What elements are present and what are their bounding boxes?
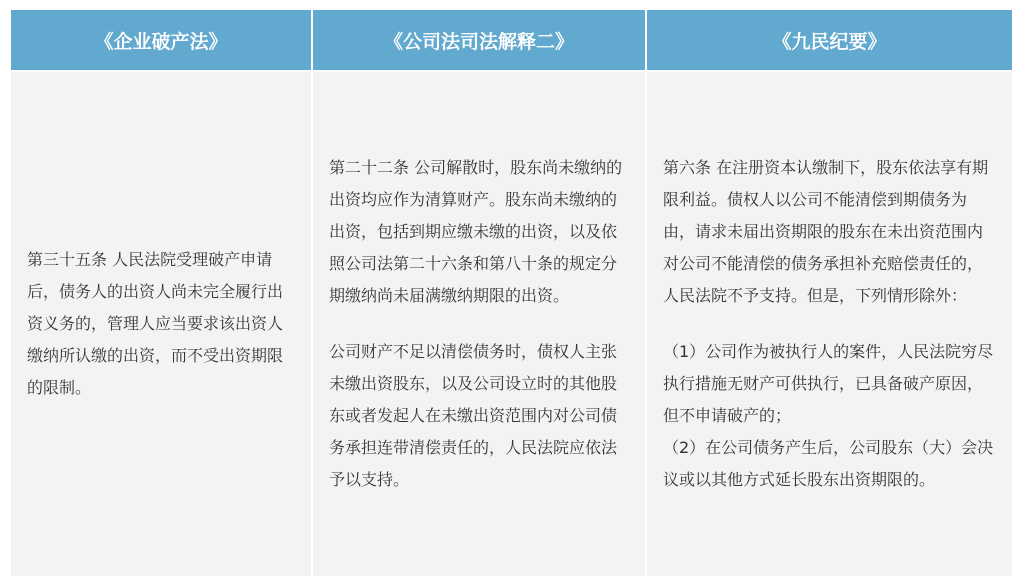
article-6-text: 第六条 在注册资本认缴制下，股东依法享有期限利益。债权人以公司不能清偿到期债务为由，请求未届出资期限的股东在未出资范围内对公司不能清偿的债务承担补充赔偿责任的，人民法院不予支持。但是，下列情形除外： xyxy=(663,158,989,305)
paragraph-gap xyxy=(663,312,998,336)
exception-1-text: （1）公司作为被执行人的案件，人民法院穷尽执行措施无财产可供执行，已具备破产原因，但不申请破产的； xyxy=(663,342,994,425)
cell-company-law-interpretation-2 xyxy=(313,72,645,576)
header-bankruptcy-law: 《企业破产法》 xyxy=(11,10,311,70)
header-nine-minutes: 《九民纪要》 xyxy=(647,10,1012,70)
article-35-text: 第三十五条 人民法院受理破产申请后，债务人的出资人尚未完全履行出资义务的，管理人应当要求该出资人缴纳所认缴的出资，而不受出资期限的限制。 xyxy=(27,250,284,397)
article-22-text: 第二十二条 公司解散时，股东尚未缴纳的出资均应作为清算财产。股东尚未缴纳的出资，包括到期应缴未缴的出资，以及依照公司法第二十六条和第八十条的规定分期缴纳尚未届满缴纳期限的出资。 xyxy=(329,158,623,305)
article-22-paragraph-2: 公司财产不足以清偿债务时，债权人主张未缴出资股东，以及公司设立时的其他股东或者发起人在未缴出资范围内对公司债务承担连带清偿责任的，人民法院应依法予以支持。 xyxy=(329,342,618,489)
cell-nine-minutes xyxy=(647,72,1012,576)
comparison-table xyxy=(11,10,1008,574)
cell-bankruptcy-law xyxy=(11,72,311,576)
exception-2-text: （2）在公司债务产生后，公司股东（大）会决议或以其他方式延长股东出资期限的。 xyxy=(663,438,994,489)
paragraph-gap xyxy=(329,312,631,336)
header-company-law-interpretation-2: 《公司法司法解释二》 xyxy=(313,10,645,70)
